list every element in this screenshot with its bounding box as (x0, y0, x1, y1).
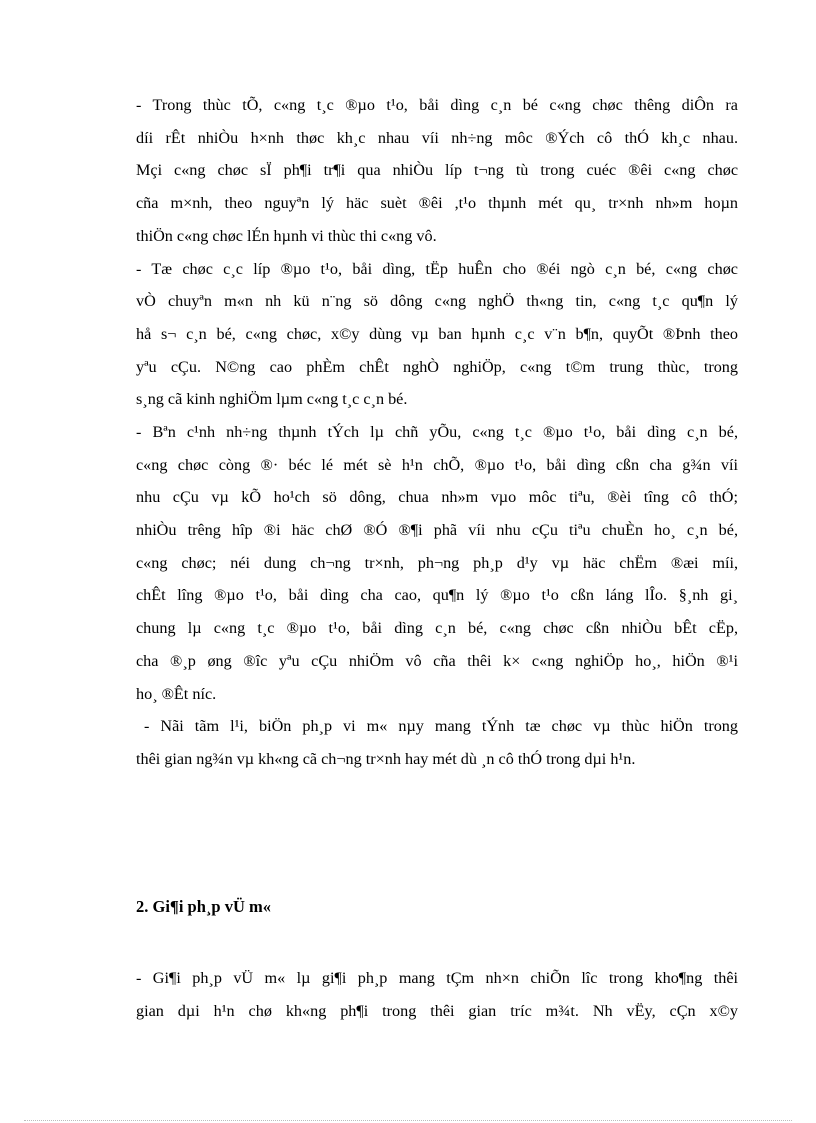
text-line: s¸ng cã kinh nghiÖm lµm c«ng t¸c c¸n bé. (136, 390, 408, 409)
text-line: chung lµ c«ng t¸c ®µo t¹o, båi dìng c¸n bé, c«ng chøc cßn nhiÒu bÊt cËp, (136, 619, 738, 638)
text-line: nhu cÇu vµ kÕ ho¹ch sö dông, chua nh»m vµo môc tiªu, ®èi tîng cô thÓ; (136, 488, 738, 507)
text-line: ho¸ ®Êt níc. (136, 684, 217, 703)
text-line: - Bªn c¹nh nh÷ng thµnh tÝch lµ chñ yÕu, c«ng t¸c ®µo t¹o, båi dìng c¸n bé, (136, 423, 738, 441)
text-line: vÒ chuyªn m«n nh kü n¨ng sö dông c«ng nghÖ th«ng tin, c«ng t¸c qu¶n lý (136, 292, 738, 311)
paragraph-2 (136, 253, 738, 416)
text-line: cña m×nh, theo nguyªn lý häc suèt ®êi ,t¹o thµnh mét qu¸ tr×nh nh»m hoµn (136, 194, 738, 213)
text-line: c«ng chøc; néi dung ch¬ng tr×nh, ph¬ng ph¸p d¹y vµ häc chËm ®æi míi, (136, 553, 738, 572)
text-line: thêi gian ng¾n vµ kh«ng cã ch¬ng tr×nh hay mét dù ¸n cô thÓ trong dµi h¹n. (136, 749, 636, 768)
text-line: yªu cÇu. N©ng cao phÈm chÊt nghÒ nghiÖp, c«ng t©m trung thùc, trong (136, 357, 738, 376)
text-line: gian dµi h¹n chø kh«ng ph¶i trong thêi gian tríc m¾t. Nh vËy, cÇn x©y (136, 1001, 738, 1020)
section-paragraph (136, 962, 738, 1027)
text-line: - Gi¶i ph¸p vÜ m« lµ gi¶i ph¸p mang tÇm nh×n chiÕn lîc trong kho¶ng thêi (136, 969, 738, 987)
text-line: hå s¬ c¸n bé, c«ng chøc, x©y dùng vµ ban hµnh c¸c v¨n b¶n, quyÕt ®Þnh theo (136, 324, 738, 343)
text-line: nhiÒu trêng hîp ®i häc chØ ®Ó ®¶i phã víi nhu cÇu tiªu chuÈn ho¸ c¸n bé, (136, 521, 738, 540)
text-line: chÊt lîng ®µo t¹o, båi dìng cha cao, qu¶n lý ®µo t¹o cßn láng lÎo. §¸nh gi¸ (136, 586, 738, 605)
text-line: - Nãi tãm l¹i, biÖn ph¸p vi m« nµy mang tÝnh tæ chøc vµ thùc hiÖn trong (144, 717, 738, 735)
text-line: thiÖn c«ng chøc lÉn hµnh vi thùc thi c«ng vô. (136, 226, 437, 245)
section-heading: 2. Gi¶i ph¸p vÜ m« (136, 897, 271, 916)
paragraph-1 (136, 89, 738, 252)
page-bottom-border (24, 1120, 792, 1121)
text-line: cha ®¸p øng ®îc yªu cÇu nhiÖm vô cña thêi k× c«ng nghiÖp ho¸, hiÖn ®¹i (136, 651, 738, 670)
paragraph-4 (136, 710, 738, 775)
text-line: - Trong thùc tÕ, c«ng t¸c ®µo t¹o, båi dìng c¸n bé c«ng chøc thêng diÔn ra (136, 96, 738, 114)
text-line: c«ng chøc còng ®· béc lé mét sè h¹n chÕ, ®µo t¹o, båi dìng cßn cha g¾n víi (136, 455, 738, 474)
text-line: Mçi c«ng chøc sÏ ph¶i tr¶i qua nhiÒu líp t¬ng tù trong cuéc ®êi c«ng chøc (136, 161, 738, 180)
paragraph-3 (136, 416, 738, 710)
text-line: díi rÊt nhiÒu h×nh thøc kh¸c nhau víi nh÷ng môc ®Ých cô thÓ kh¸c nhau. (136, 128, 738, 147)
text-line: - Tæ chøc c¸c líp ®µo t¹o, båi dìng, tËp huÊn cho ®éi ngò c¸n bé, c«ng chøc (136, 259, 738, 278)
